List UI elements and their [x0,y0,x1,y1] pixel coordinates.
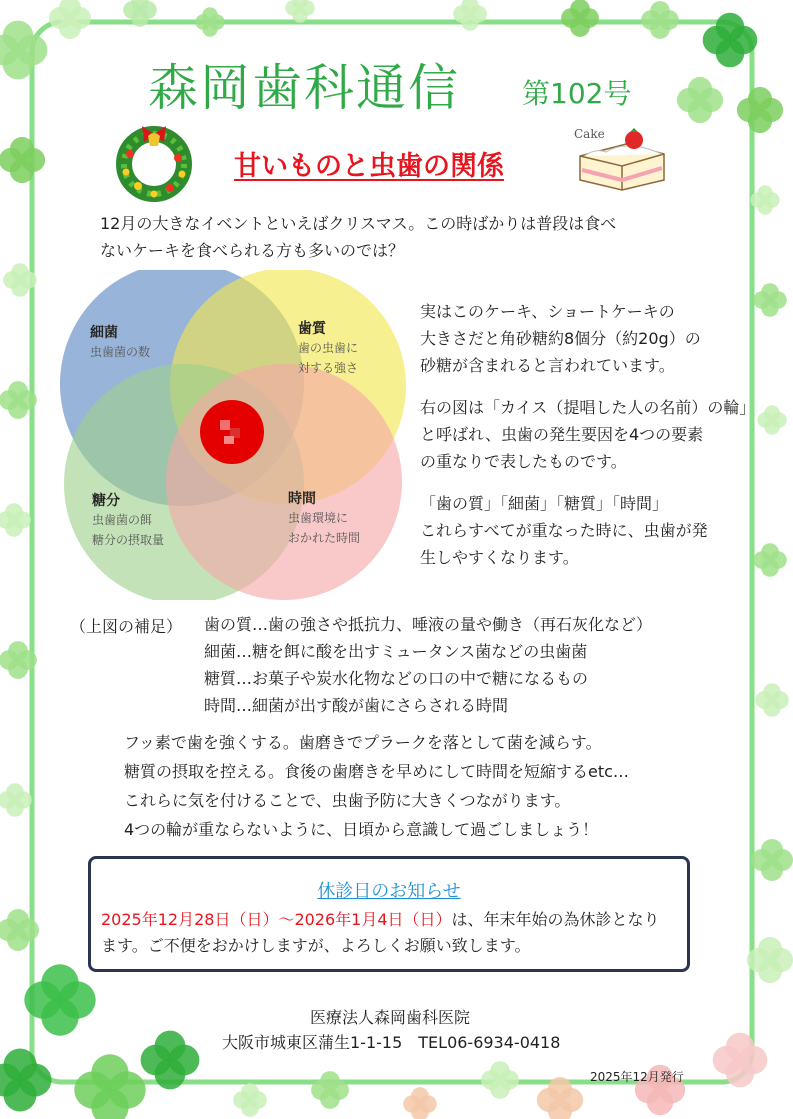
issue-number: 第102号 [522,77,632,110]
clover-icon [403,1087,437,1119]
clover-icon [24,964,95,1035]
note-item: 細菌…糖を餌に酸を出すミュータンス菌などの虫歯菌 [204,642,588,661]
issue-date: 2025年12月発行 [590,1070,684,1084]
clover-icon [0,503,31,537]
clover-icon [481,1061,519,1099]
newsletter-title: 森岡歯科通信 [148,59,460,117]
venn-label-group [298,318,358,378]
notes-list [204,611,652,719]
note-item: 歯の質…歯の強さや抵抗力、唾液の量や働き（再石灰化など） [204,615,653,634]
intro-line: ないケーキを食べられる方も多いのでは？ [100,241,405,260]
clover-icon [751,839,793,881]
clover-icon [311,1071,349,1109]
explanation-text [420,298,755,571]
holiday-notice-box [88,856,690,972]
clover-icon [285,0,314,23]
venn-label: 細菌 [90,325,118,341]
advice-line: 4つの輪が重ならないように、日頃から意識して過ごしましょう！ [124,820,599,839]
text-line: 大きさだと角砂糖約8個分（約20g）の [420,329,701,348]
notice-dates: 2025年12月28日（日）～2026年1月4日（日） [101,910,452,929]
text-line: 実はこのケーキ、ショートケーキの [420,302,675,321]
clover-icon [0,137,45,183]
clover-icon [713,1033,768,1088]
venn-desc: 歯の虫歯に [298,341,359,355]
clover-icon [641,1,679,39]
clover-icon [195,7,224,36]
cake-icon [566,118,670,194]
venn-label-group [288,488,360,548]
clover-icon [755,683,789,717]
clover-icon [753,283,787,317]
clover-icon [0,783,32,817]
wreath-icon [108,114,200,206]
venn-desc: 虫歯環境に [288,511,349,525]
clover-icon [0,1049,52,1112]
advice-line: フッ素で歯を強くする。歯磨きでプラークを落として菌を減らす。 [124,733,602,752]
notice-text: は、年末年始の為休診となり [451,910,660,929]
clover-icon [757,405,786,434]
venn-circle-time [166,364,402,600]
text-line: 「歯の質」「細菌」「糖質」「時間」 [420,494,669,513]
clinic-address: 大阪市城東区蒲生1-1-15 TEL06-6934-0418 [222,1033,561,1052]
text-line: 生しやすくなります。 [420,548,579,567]
note-item: 時間…細菌が出す酸が歯にさらされる時間 [204,696,509,715]
clover-icon [737,87,783,133]
clover-icon [74,1054,145,1119]
intro-line: 12月の大きなイベントといえばクリスマス。この時ばかりは普段は食べ [100,214,617,233]
clover-icon [561,0,599,37]
clover-icon [49,0,91,39]
text-line: の重なりで表したものです。 [420,452,627,471]
clover-icon [677,77,723,123]
text-line: 砂糖が含まれると言われています。 [420,356,675,375]
clover-icon [750,185,779,214]
notice-body [101,907,660,959]
notice-title: 休診日のお知らせ [317,881,461,902]
clover-icon [453,0,487,31]
article-title: 甘いものと虫歯の関係 [234,151,504,182]
venn-label-group [90,322,150,362]
venn-label: 時間 [288,491,316,507]
clover-icon [233,1083,267,1117]
note-item: 糖質…お菓子や炭水化物などの口の中で糖になるもの [204,669,589,688]
venn-label: 糖分 [92,493,120,509]
advice-line: これらに気を付けることで、虫歯予防に大きくつながります。 [124,791,571,810]
advice-line: 糖質の摂取を控える。食後の歯磨きを早めにして時間を短縮するetc… [124,762,629,781]
intro-text [100,210,616,264]
venn-desc: おかれた時間 [288,531,361,545]
clinic-name: 医療法人森岡歯科医院 [310,1008,471,1027]
text-line: これらすべてが重なった時に、虫歯が発 [420,521,708,540]
venn-desc: 虫歯菌の餌 [92,513,153,527]
venn-label-group [92,490,164,550]
notes-label: （上図の補足） [70,617,183,636]
clover-icon [753,543,787,577]
venn-desc: 対する強さ [298,361,359,375]
advice-text [124,728,629,844]
venn-label: 歯質 [298,321,326,337]
venn-desc: 虫歯菌の数 [90,345,151,359]
venn-desc: 糖分の摂取量 [92,533,165,547]
cake-label: Cake [574,127,605,141]
notice-text: ます。ご不便をおかけしますが、よろしくお願い致します。 [101,936,531,955]
text-line: 右の図は「カイス（提唱した人の名前）の輪」 [420,398,756,417]
text-line: と呼ばれ、虫歯の発生要因を4つの要素 [420,425,704,444]
